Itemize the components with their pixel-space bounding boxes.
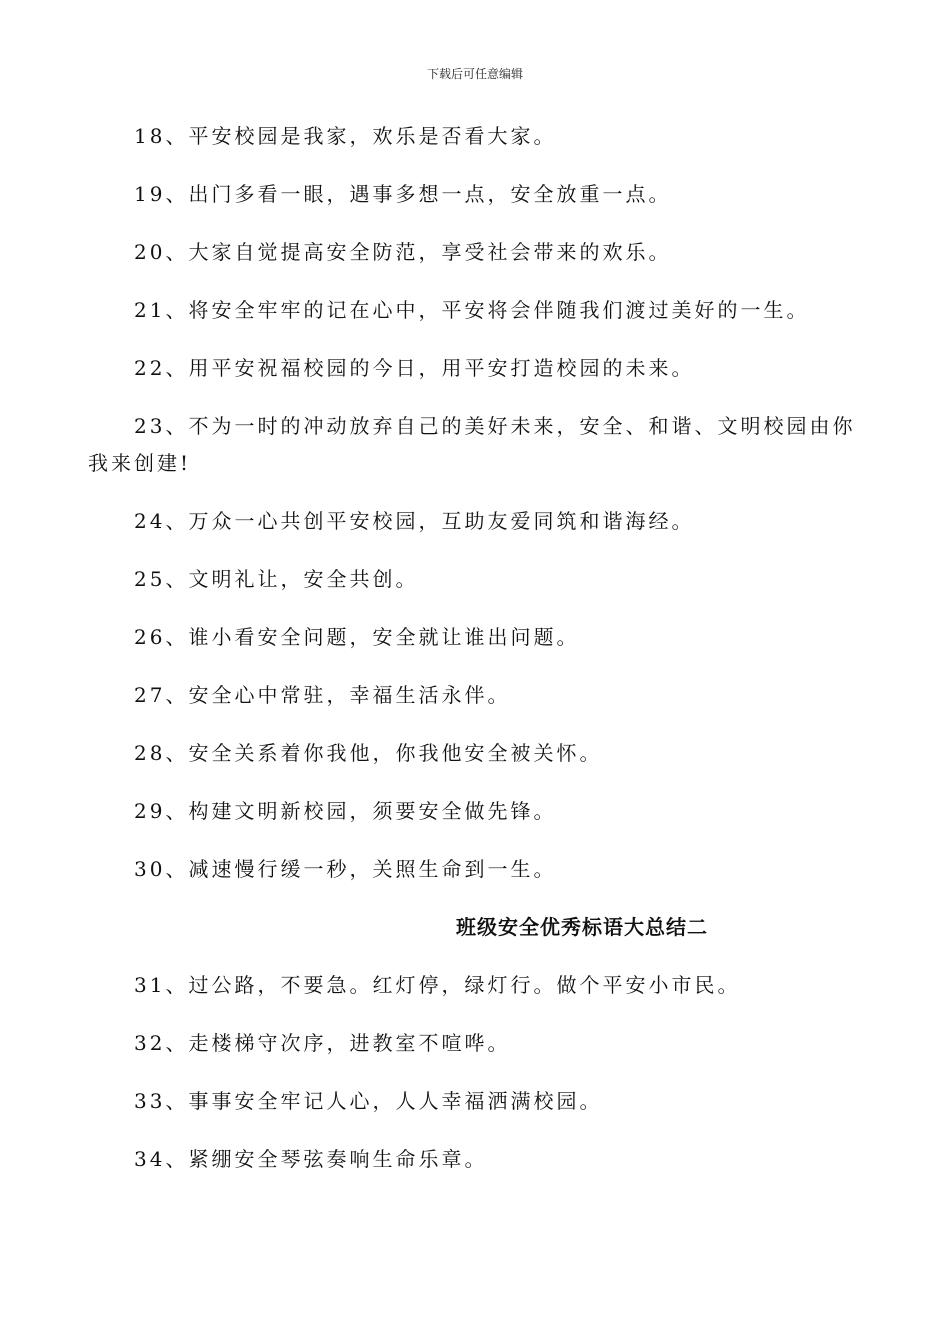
list-item: 31、过公路，不要急。红灯停，绿灯行。做个平安小市民。 bbox=[134, 973, 741, 997]
page-header-note: 下载后可任意编辑 bbox=[426, 67, 523, 81]
list-item: 26、谁小看安全问题，安全就让谁出问题。 bbox=[134, 625, 580, 649]
list-item: 20、大家自觉提高安全防范，享受社会带来的欢乐。 bbox=[134, 240, 672, 264]
list-item: 30、减速慢行缓一秒，关照生命到一生。 bbox=[134, 857, 557, 881]
list-item: 32、走楼梯守次序，进教室不喧哗。 bbox=[134, 1031, 511, 1055]
document-body bbox=[88, 118, 858, 1199]
list-item: 21、将安全牢牢的记在心中，平安将会伴随我们渡过美好的一生。 bbox=[134, 298, 810, 322]
list-item: 34、紧绷安全琴弦奏响生命乐章。 bbox=[134, 1147, 488, 1171]
list-item: 25、文明礼让，安全共创。 bbox=[134, 567, 419, 591]
list-item: 22、用平安祝福校园的今日，用平安打造校园的未来。 bbox=[134, 356, 695, 380]
list-item: 27、安全心中常驻，幸福生活永伴。 bbox=[134, 683, 511, 707]
list-item: 24、万众一心共创平安校园，互助友爱同筑和谐海经。 bbox=[134, 509, 695, 533]
list-item: 18、平安校园是我家，欢乐是否看大家。 bbox=[134, 124, 557, 148]
list-item: 23、不为一时的冲动放弃自己的美好未来，安全、和谐、文明校园由你我来创建! bbox=[88, 414, 856, 475]
section-title: 班级安全优秀标语大总结二 bbox=[456, 915, 708, 939]
list-item: 29、构建文明新校园，须要安全做先锋。 bbox=[134, 799, 557, 823]
list-item: 19、出门多看一眼，遇事多想一点，安全放重一点。 bbox=[134, 182, 672, 206]
list-item: 28、安全关系着你我他，你我他安全被关怀。 bbox=[134, 741, 603, 765]
list-item: 33、事事安全牢记人心，人人幸福洒满校园。 bbox=[134, 1089, 603, 1113]
